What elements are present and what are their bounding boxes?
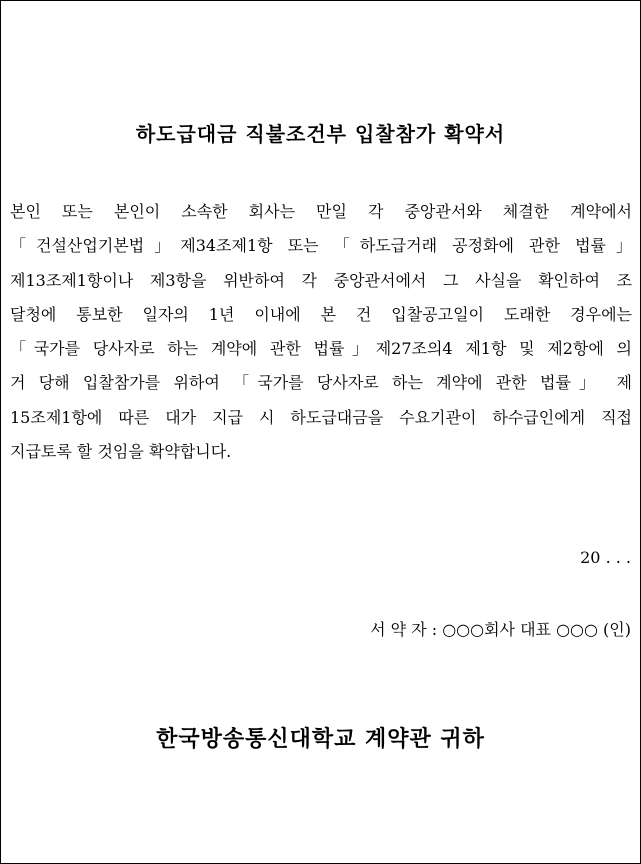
body-line: 거 당해 입찰참가를 위하여 「국가를 당사자로 하는 계약에 관한 법률」 제 bbox=[10, 373, 632, 393]
body-line: 15조제1항에 따른 대가 지급 시 하도급대금을 수요기관이 하수급인에게 직접 bbox=[10, 407, 632, 427]
body-line: 본인 또는 본인이 소속한 회사는 만일 각 중앙관서와 체결한 계약에서 bbox=[10, 202, 632, 221]
recipient-line: 한국방송통신대학교 계약관 귀하 bbox=[156, 726, 485, 752]
pledge-body bbox=[10, 200, 632, 474]
date-line: 20 . . . bbox=[580, 548, 631, 567]
signer-line: 서 약 자 : ○○○회사 대표 ○○○ (인) bbox=[370, 620, 631, 639]
document-title: 하도급대금 직불조건부 입찰참가 확약서 bbox=[135, 122, 506, 146]
body-line: 제13조제1항이나 제3항을 위반하여 각 중앙관서에서 그 사실을 확인하여 조 bbox=[10, 270, 632, 290]
body-line: 「국가를 당사자로 하는 계약에 관한 법률」제27조의4 제1항 및 제2항에 의 bbox=[10, 339, 632, 359]
body-line: 「건설산업기본법」제34조제1항 또는 「하도급거래 공정화에 관한 법률」 bbox=[10, 236, 632, 256]
body-line: 달청에 통보한 일자의 1년 이내에 본 건 입찰공고일이 도래한 경우에는 bbox=[10, 304, 632, 324]
body-line: 지급토록 할 것임을 확약합니다. bbox=[10, 442, 232, 462]
